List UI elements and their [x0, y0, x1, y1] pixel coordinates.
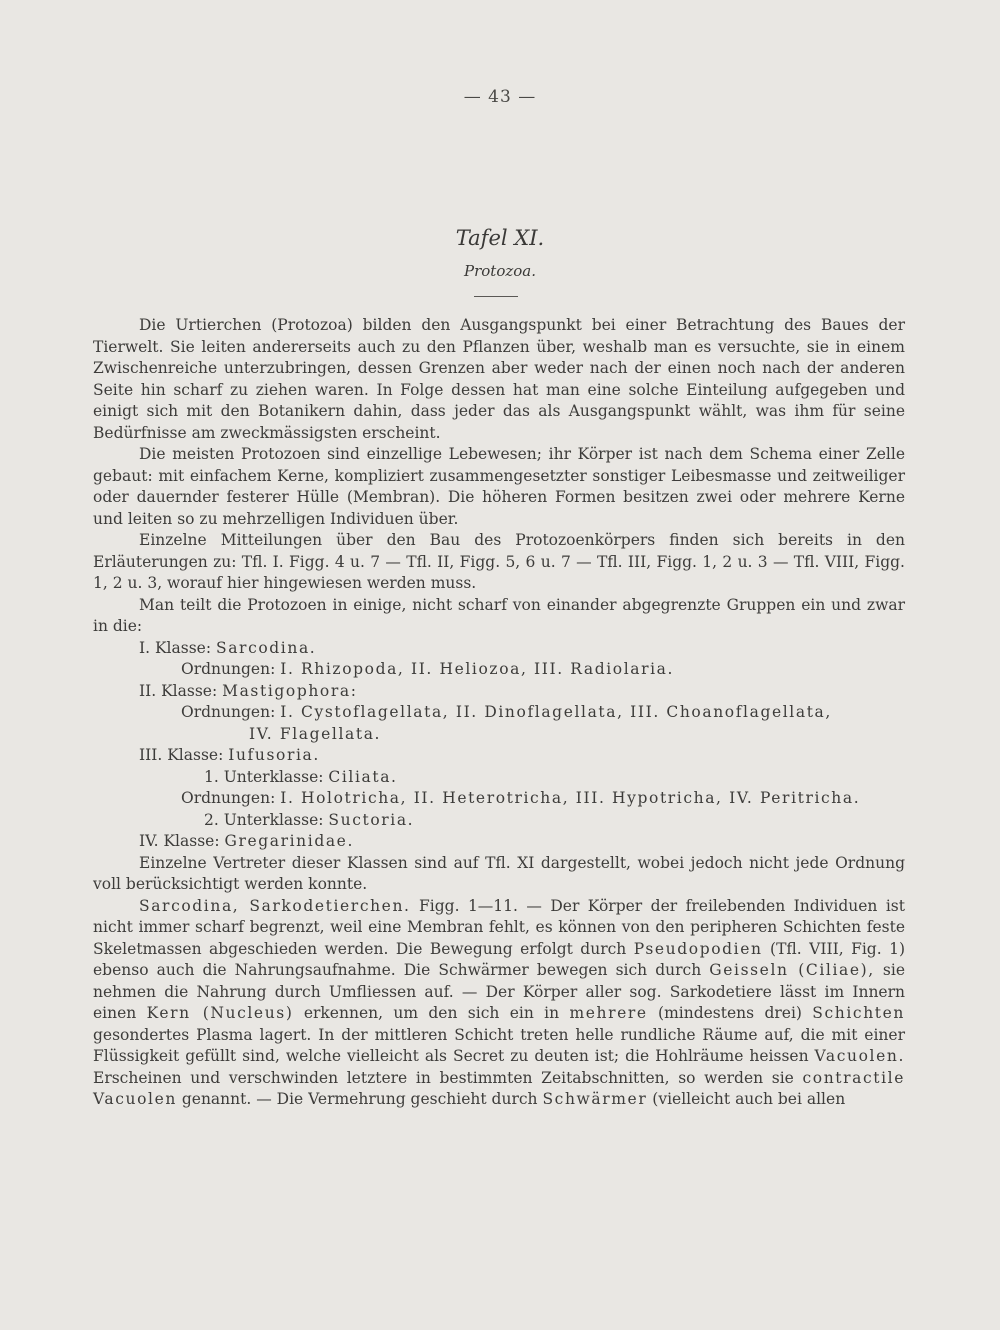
page-number: — 43 — — [463, 87, 537, 107]
plate-subtitle: Protozoa. — [464, 262, 536, 280]
class-1-line — [93, 638, 905, 660]
sarcodina-text-7: Erscheinen und verschwinden letztere in bestimmten Zeitabschnitten, so werden sie — [93, 1068, 803, 1087]
class-2-orders: I. Cystoflagellata, II. Dinoflagellata, III. Choanoflagellata, — [280, 703, 832, 721]
class-4-label: IV. Klasse: — [139, 832, 220, 850]
plate-title: Tafel XI. — [455, 226, 545, 250]
sarcodina-text-8: genannt. — Die Vermehrung geschieht durch — [176, 1090, 543, 1108]
class-2-orders-continued — [93, 724, 905, 746]
sarcodina-text-3: sie nehmen die Nahrung durch Umfliessen auf. — Der Körper aller sog. Sarkodetiere lässt im Innern einen — [93, 961, 905, 1022]
class-2-name: Mastigophora: — [222, 681, 358, 700]
sarcodina-text-4: erkennen, um den sich ein in — [293, 1004, 570, 1022]
class-1-orders: I. Rhizopoda, II. Heliozoa, III. Radiolaria. — [280, 660, 675, 678]
term-geisseln: Geisseln (Ciliae), — [709, 961, 875, 979]
title-divider — [474, 296, 518, 297]
subclass-1-name: Ciliata. — [328, 767, 398, 786]
term-pseudopodien: Pseudopodien — [633, 939, 763, 958]
paragraph-cell-structure: Die meisten Protozoen sind einzellige Lebewesen; ihr Körper ist nach dem Schema einer Zelle gebaut: mit einfachem Kerne, kompliziert zusammengesetzter sonstiger Leibesmasse und zeitweiliger oder dauernder festerer Hülle (Membran). Die höheren Formen besitzen zwei oder mehrere Kerne und leiten so zu mehrzelligen Individuen über. — [93, 445, 905, 528]
class-3-label: III. Klasse: — [139, 746, 224, 764]
subclass-1-line — [93, 767, 905, 789]
class-2-orders-line — [93, 702, 905, 724]
sarcodina-lead: Sarcodina, Sarkodetierchen. — [139, 896, 411, 915]
paragraph-intro: Die Urtierchen (Protozoa) bilden den Ausgangspunkt bei einer Betrachtung des Baues der Tierwelt. Sie leiten andererseits auch zu den Pflanzen über, weshalb man es versuchte, sie in einem Zwischenreiche unterzubringen, dessen Grenzen aber weder nach der einen noch nach der anderen Seite hin scharf zu ziehen waren. In Folge dessen hat man eine solche Einteilung aufgegeben und einigt sich mit den Botanikern dahin, dass jeder das als Ausgangspunkt wählt, was ihm für seine Bedürfnisse am zweckmässigsten erscheint. — [93, 316, 905, 442]
class-4-name: Gregarinidae. — [224, 832, 354, 850]
class-1-orders-line — [93, 659, 905, 681]
term-contractile-vacuolen: contractile Vacuolen — [93, 1068, 905, 1108]
subclass-2-line — [93, 810, 905, 832]
class-2-orders-label: Ordnungen: — [181, 703, 276, 721]
sarcodina-text-9: (vielleicht auch bei allen — [647, 1090, 846, 1108]
subclass-2-label: 2. Unterklasse: — [204, 810, 324, 829]
subclass-1-orders-line — [93, 788, 905, 810]
paragraph-groups: Man teilt die Protozoen in einige, nicht scharf von einander abgegrenzte Gruppen ein und zwar in die: — [93, 595, 905, 635]
subclass-1-label: 1. Unterklasse: — [204, 767, 324, 786]
class-2-line — [93, 681, 905, 703]
sarcodina-text-2: (Tfl. VIII, Fig. 1) ebenso auch die Nahrungsaufnahme. Die Schwärmer bewegen sich durch — [93, 939, 905, 979]
subclass-1-orders-label: Ordnungen: — [181, 789, 276, 807]
paragraph-sarcodina — [93, 896, 905, 1111]
class-1-orders-label: Ordnungen: — [181, 660, 276, 678]
sarcodina-text-6: gesondertes Plasma lagert. In der mittleren Schicht treten helle rundliche Räume auf, die mit einer Flüssigkeit gefüllt sind, welche vielleicht als Secret zu deuten ist; die Hohlräume heissen — [93, 1025, 905, 1065]
class-2-orders-cont: IV. Flagellata. — [249, 724, 382, 743]
class-1-label: I. Klasse: — [139, 638, 212, 657]
sarcodina-text-1: Figg. 1—11. — Der Körper der freilebenden Individuen ist nicht immer scharf begrenzt, weil eine Membran fehlt, es können von den peripheren Schichten feste Skeletmassen abgeschieden werden. Die Bewegung erfolgt durch — [93, 896, 905, 958]
class-4-line — [93, 831, 905, 853]
subclass-1-orders: I. Holotricha, II. Heterotricha, III. Hypotricha, IV. Peritricha. — [280, 789, 861, 807]
class-1-name: Sarcodina. — [216, 638, 317, 657]
paragraph-references: Einzelne Mitteilungen über den Bau des Protozoenkörpers finden sich bereits in den Erläuterungen zu: Tfl. I. Figg. 4 u. 7 — Tfl. II, Figg. 5, 6 u. 7 — Tfl. III, Figg. 1, 2 u. 3 — Tfl. VIII, Figg. 1, 2 u. 3, worauf hier hingewiesen werden muss. — [93, 531, 905, 592]
term-schichten: Schichten — [812, 1004, 905, 1022]
term-schwaermer: Schwärmer — [542, 1090, 648, 1108]
class-3-name: Iufusoria. — [228, 746, 320, 764]
paragraph-representatives: Einzelne Vertreter dieser Klassen sind auf Tfl. XI dargestellt, wobei jedoch nicht jede Ordnung voll berücksichtigt werden konnte. — [93, 853, 905, 893]
class-2-label: II. Klasse: — [139, 681, 218, 700]
subclass-2-name: Suctoria. — [328, 810, 415, 829]
term-kern: Kern (Nucleus) — [146, 1004, 294, 1022]
body-text — [93, 315, 905, 1111]
sarcodina-text-5: (mindestens drei) — [647, 1004, 813, 1022]
class-3-line — [93, 745, 905, 767]
term-mehrere: mehrere — [569, 1004, 648, 1022]
term-vacuolen: Vacuolen. — [814, 1047, 905, 1065]
